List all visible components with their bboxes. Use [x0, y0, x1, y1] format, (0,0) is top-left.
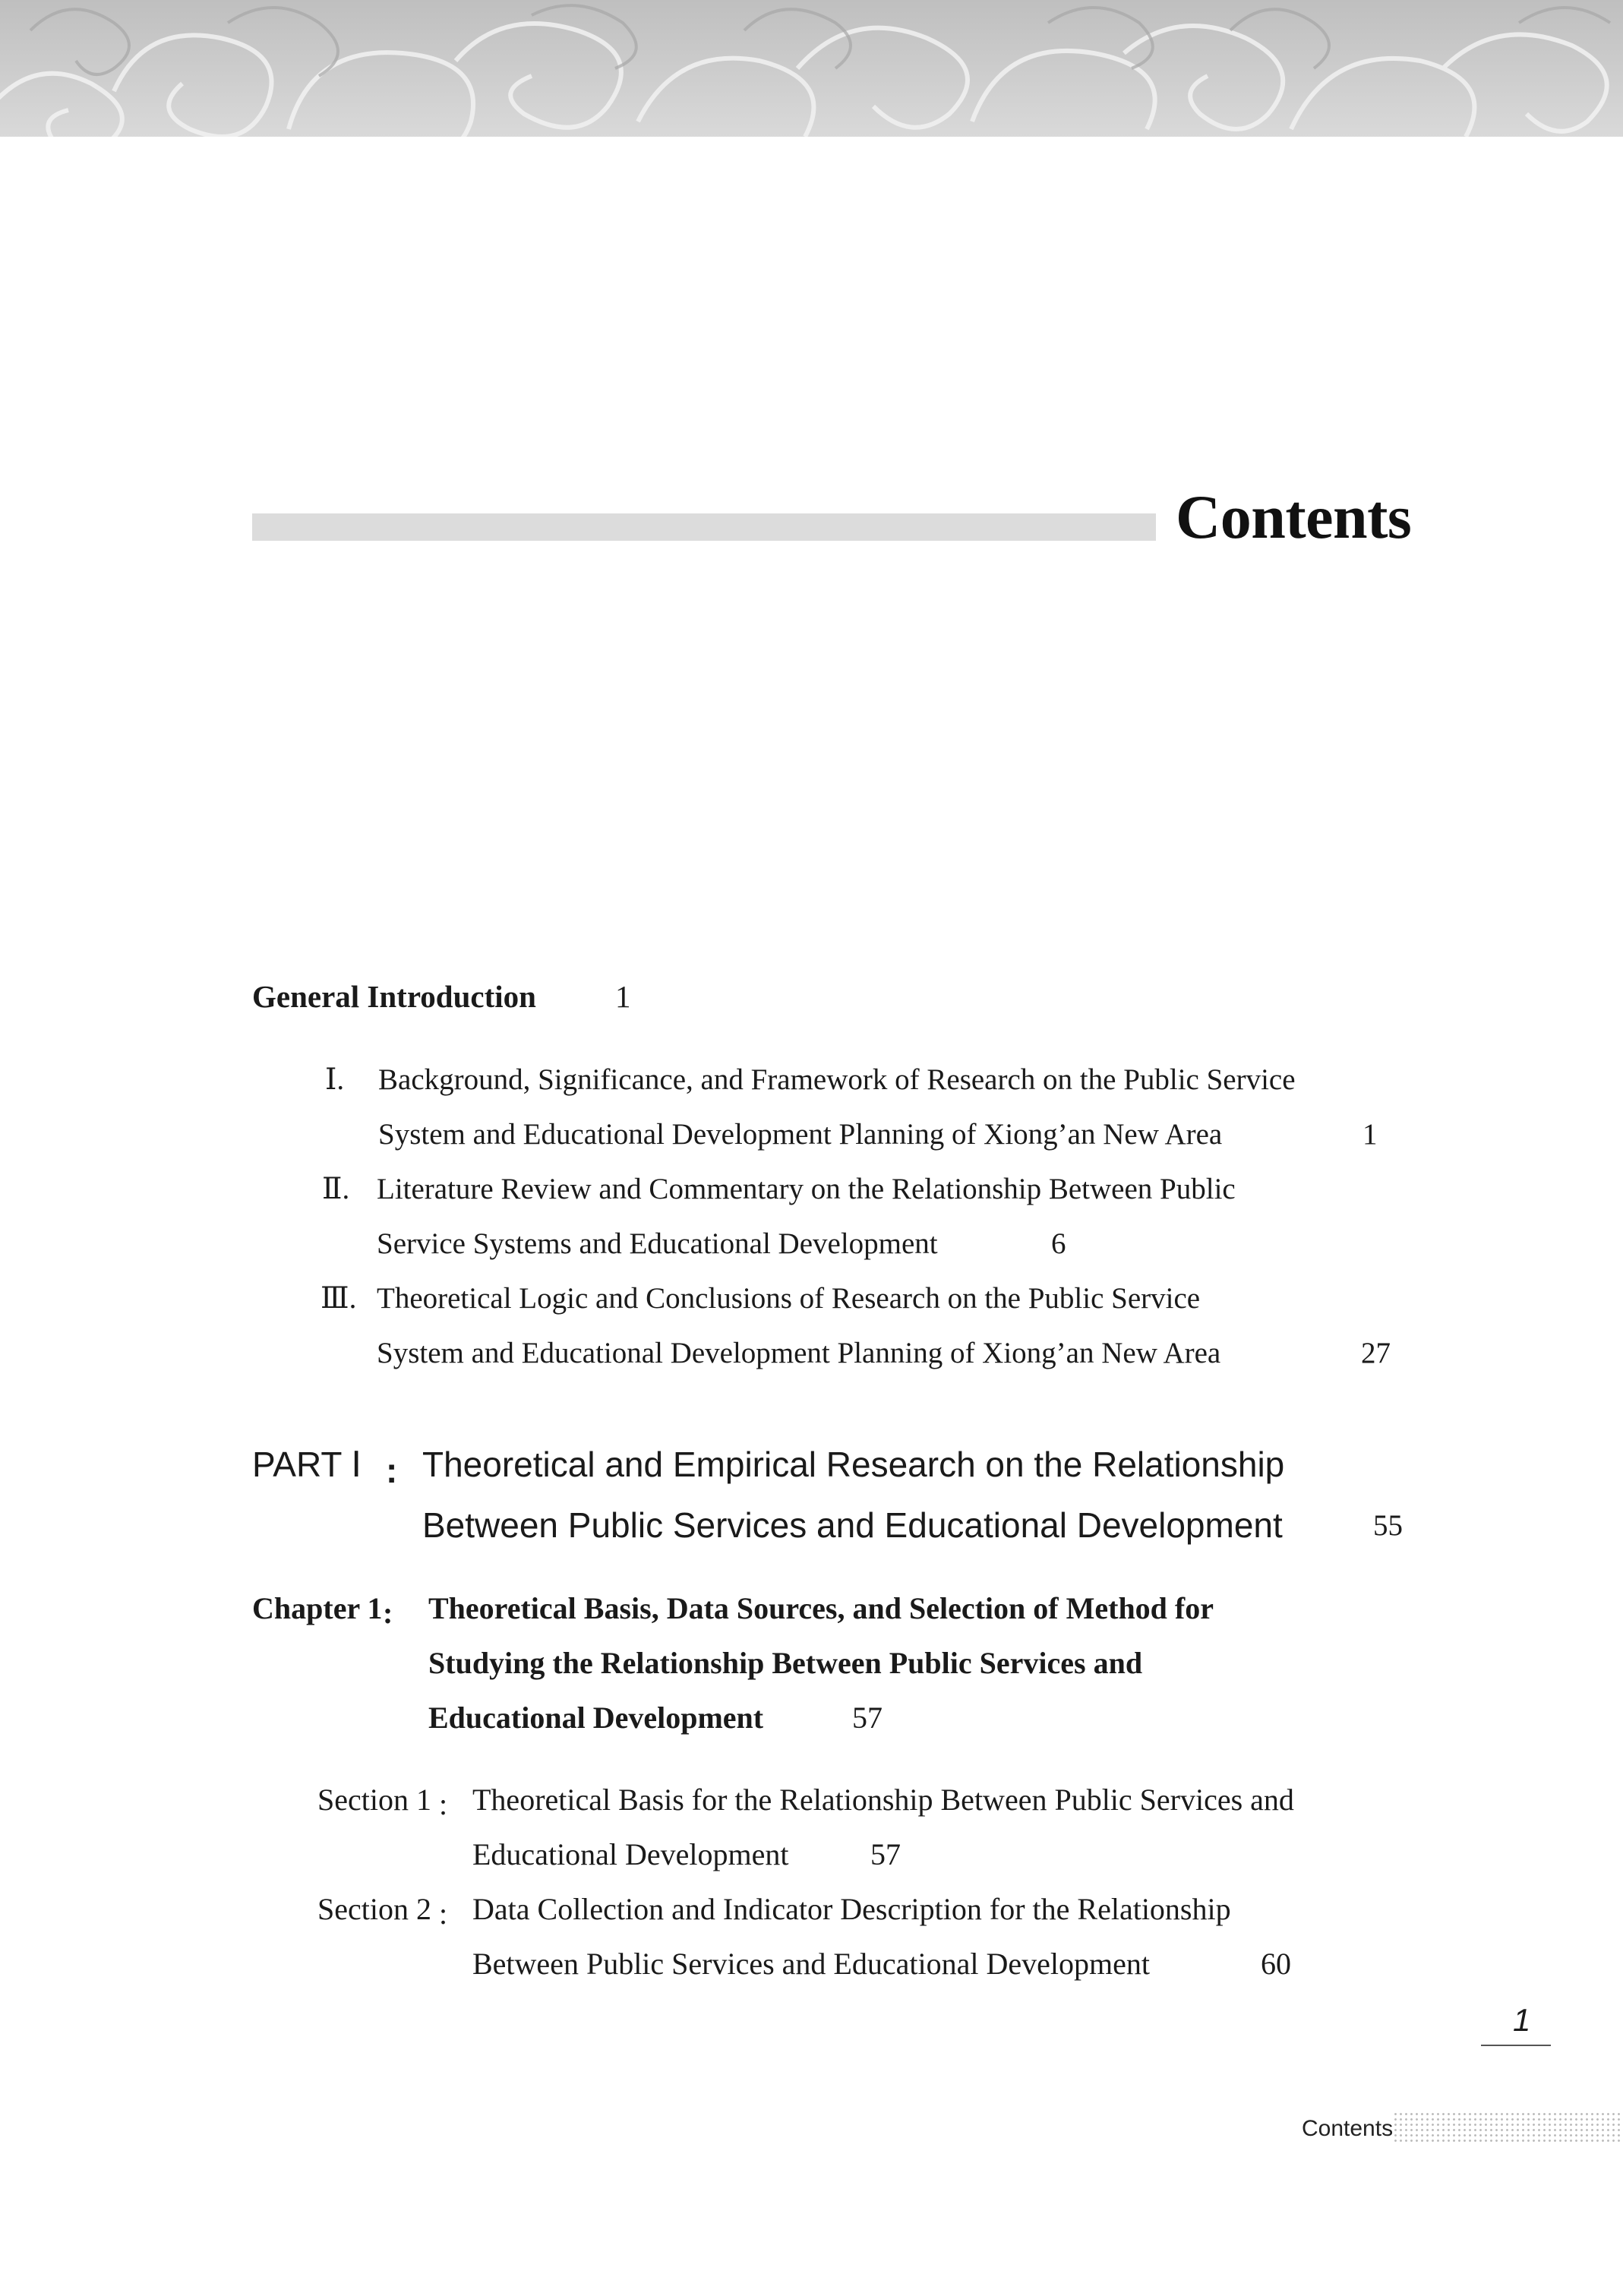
part-label: PART Ⅰ — [252, 1445, 362, 1484]
toc-item-page: 27 — [1361, 1337, 1391, 1369]
section-page: 57 — [870, 1837, 901, 1871]
general-introduction-page: 1 — [615, 979, 631, 1014]
part-page: 55 — [1373, 1509, 1403, 1542]
toc-item-numeral: Ⅲ. — [320, 1282, 357, 1315]
section-colon: : — [439, 1787, 448, 1821]
part-title-line: Theoretical and Empirical Research on the Relationship — [422, 1445, 1285, 1484]
toc-item-line: Service Systems and Educational Development — [377, 1227, 938, 1260]
toc-item-numeral: Ⅰ. — [325, 1063, 345, 1096]
chapter-page: 57 — [852, 1701, 883, 1735]
section-title-line: Theoretical Basis for the Relationship Between Public Services and — [472, 1783, 1294, 1817]
chapter-label: Chapter 1 — [252, 1591, 383, 1625]
section-title-line: Educational Development — [472, 1837, 789, 1871]
toc-item-page: 1 — [1362, 1118, 1378, 1151]
running-title: Contents — [1302, 2116, 1394, 2141]
toc-item-numeral: Ⅱ. — [322, 1173, 350, 1205]
toc-item-line: Literature Review and Commentary on the Relationship Between Public — [377, 1173, 1236, 1205]
toc-item-line: System and Educational Development Planning of Xiong’an New Area — [377, 1337, 1221, 1369]
section-label: Section 1 — [317, 1783, 431, 1817]
part-colon: : — [386, 1451, 398, 1490]
page-title: Contents — [1176, 482, 1412, 551]
general-introduction-heading: General Introduction — [252, 979, 536, 1014]
chapter-title-line: Educational Development — [428, 1701, 764, 1735]
chapter-title-line: Theoretical Basis, Data Sources, and Selection of Method for — [428, 1591, 1214, 1625]
section-title-line: Between Public Services and Educational Development — [472, 1947, 1150, 1981]
folio-rule — [1481, 2045, 1551, 2046]
title-rule-bar — [252, 513, 1156, 541]
section-page: 60 — [1261, 1947, 1291, 1981]
toc-item-line: Background, Significance, and Framework of Research on the Public Service — [378, 1063, 1296, 1096]
toc-item-line: System and Educational Development Planning of Xiong’an New Area — [378, 1118, 1223, 1151]
section-label: Section 2 — [317, 1892, 431, 1926]
part-title-line: Between Public Services and Educational Development — [422, 1505, 1283, 1545]
dotted-pattern — [1393, 2111, 1623, 2145]
chapter-colon: : — [383, 1596, 393, 1630]
section-colon: : — [439, 1896, 448, 1931]
cloud-pattern-banner — [0, 0, 1623, 137]
folio-page-number: 1 — [1513, 2002, 1531, 2038]
chapter-title-line: Studying the Relationship Between Public Services and — [428, 1646, 1143, 1680]
toc-item-page: 6 — [1051, 1227, 1066, 1260]
section-title-line: Data Collection and Indicator Description for the Relationship — [472, 1892, 1231, 1926]
toc-item-line: Theoretical Logic and Conclusions of Research on the Public Service — [377, 1282, 1201, 1315]
